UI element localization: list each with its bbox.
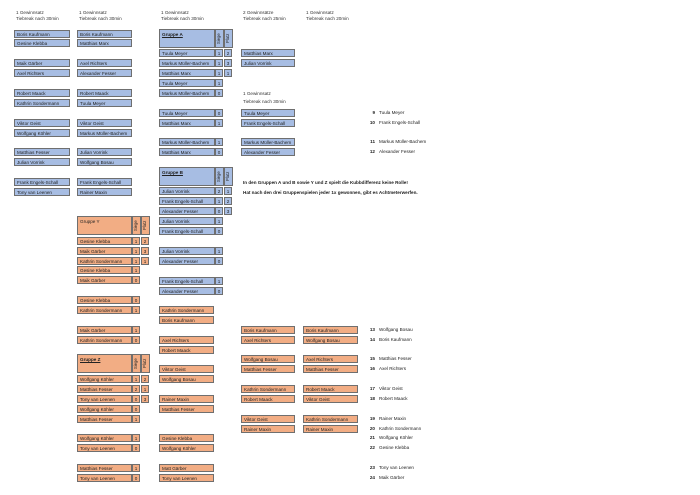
col4-orange-player: Boris Kaufmann	[241, 326, 295, 334]
group-y-title: Gruppe Y	[77, 216, 132, 235]
col4-orange-player: Kathrin Sondermann	[241, 385, 295, 393]
group-b-title: Gruppe B	[159, 167, 215, 186]
group-a-siege-header: Siege	[215, 29, 224, 48]
col3-orange-player: Rainer Maxin	[159, 395, 214, 403]
ranking-number: 20	[369, 426, 375, 431]
group-z-row-wins: 2	[132, 385, 140, 393]
group-y-match-player: Kathrin Sondermann	[77, 336, 132, 344]
group-z-row-name: Matthias Fesser	[77, 385, 132, 393]
group-b-row-place: 1	[224, 187, 232, 195]
col2-player: Alexander Fesser	[77, 69, 132, 77]
col4-orange-player: Viktor Geist	[241, 415, 295, 423]
col4-semi-player: Markus Müller-Bachem	[241, 138, 295, 146]
group-y-match-score: 0	[132, 276, 140, 284]
ranking-name: Kathrin Sondermann	[379, 426, 422, 431]
group-b-row-wins: 0	[215, 207, 223, 215]
col5-orange-player: Robert Maack	[303, 385, 358, 393]
group-z-row-name: Wolfgang Köhler	[77, 375, 132, 383]
col4-orange-player: Axel Richters	[241, 336, 295, 344]
col2-player: Axel Richters	[77, 59, 132, 67]
ranking-name: Boris Kaufmann	[379, 337, 412, 342]
group-z-siege-header: Siege	[132, 354, 141, 373]
col2-player: Matthias Marx	[77, 39, 132, 47]
col3-orange-player: Wolfgang Köhler	[159, 444, 214, 452]
col3-orange-player: Kathrin Sondermann	[159, 306, 214, 314]
group-y-match-player: Maik Gärber	[77, 326, 132, 334]
group-a-match-score: 0	[215, 89, 223, 97]
group-a-match-player: Matthias Marx	[159, 148, 215, 156]
col1-header-line1: 1 Gewinnsatz	[16, 10, 44, 15]
group-z-match-score: 1	[132, 464, 140, 472]
ranking-name: Gesine Klebba	[379, 445, 410, 450]
ranking-name: Robert Maack	[379, 396, 408, 401]
col3-orange-player: Wolfgang Bosau	[159, 375, 214, 383]
col5-orange-player: Kathrin Sondermann	[303, 415, 358, 423]
col3-orange-player: Gesine Klebba	[159, 434, 214, 442]
group-a-row-wins: 1	[215, 69, 223, 77]
group-y-match-score: 0	[132, 296, 140, 304]
col3-orange-player: Viktor Geist	[159, 365, 214, 373]
group-y-match-score: 1	[132, 306, 140, 314]
col1-player: Julian Vorrink	[14, 158, 70, 166]
mid-header	[243, 91, 286, 105]
ranking-number: 9	[372, 110, 375, 115]
group-b-match-player: Julian Vorrink	[159, 217, 215, 225]
group-b-row-place: 3	[224, 207, 232, 215]
group-y-row-name: Gesine Klebba	[77, 237, 132, 245]
group-b-siege-header: Siege	[215, 167, 224, 186]
col2-player: Frank Engels-Schall	[77, 178, 132, 186]
col1-player: Wolfgang Köhler	[14, 129, 70, 137]
group-a-row-wins: 1	[215, 59, 223, 67]
col3-orange-player: Matthias Fesser	[159, 405, 214, 413]
rule-note: In den Gruppen A und B sowie Y und Z spielt die Kubbdifferenz keine Rolle!	[243, 180, 408, 185]
group-z-match-player: Wolfgang Köhler	[77, 405, 132, 413]
group-b-row-name: Frank Engels-Schall	[159, 197, 215, 205]
group-b-match-player: Alexander Fesser	[159, 287, 215, 295]
col5-orange-player: Wolfgang Bosau	[303, 336, 358, 344]
col4-header	[243, 10, 286, 22]
col2-player: Tuula Meyer	[77, 99, 132, 107]
group-y-siege-header: Siege	[132, 216, 141, 235]
group-b-match-score: 1	[215, 247, 223, 255]
col1-player: Boris Kaufmann	[14, 30, 70, 38]
ranking-name: Axel Richters	[379, 366, 407, 371]
mid-header-line1: 1 Gewinnsatz	[243, 91, 271, 96]
col4-header-line1: 2 Gewinnsätze	[243, 10, 274, 15]
group-y-row-wins: 1	[132, 257, 140, 265]
col2-player: Markus Müller-Bachem	[77, 129, 132, 137]
ranking-name: Frank Engels-Schall	[379, 120, 421, 125]
col1-player: Robert Maack	[14, 89, 70, 97]
group-y-row-place: 3	[141, 247, 149, 255]
col3-orange-player: Axel Richters	[159, 336, 214, 344]
group-a-row-name: Markus Müller-Bachem	[159, 59, 215, 67]
group-b-match-score: 0	[215, 287, 223, 295]
ranking-number: 23	[369, 465, 375, 470]
group-a-row-name: Tuula Meyer	[159, 49, 215, 57]
col1-player: Matthias Fesser	[14, 148, 70, 156]
col1-player: Frank Engels-Schall	[14, 178, 70, 186]
group-z-row-place: 2	[141, 375, 149, 383]
group-z-match-player: Tony van Leenen	[77, 444, 132, 452]
group-a-row-place: 1	[224, 69, 232, 77]
col2-header-line2: Tiebreak nach 30min	[79, 16, 122, 21]
group-b-match-player: Frank Engels-Schall	[159, 227, 215, 235]
col3-orange-player: Tony van Leenen	[159, 474, 214, 482]
group-b-match-player: Frank Engels-Schall	[159, 277, 215, 285]
col2-player: Julian Vorrink	[77, 148, 132, 156]
col4-orange-player: Wolfgang Bosau	[241, 355, 295, 363]
group-z-match-player: Wolfgang Köhler	[77, 434, 132, 442]
group-b-row-wins: 1	[215, 197, 223, 205]
col2-player: Viktor Geist	[77, 119, 132, 127]
group-a-row-place: 3	[224, 59, 232, 67]
col2-header-line1: 1 Gewinnsatz	[79, 10, 107, 15]
ranking-number: 19	[369, 416, 375, 421]
col3-orange-player: Matt Gärber	[159, 464, 214, 472]
col1-player: Kathrin Sondermann	[14, 99, 70, 107]
ranking-name: Tony van Leenen	[379, 465, 414, 470]
ranking-name: Rainer Maxin	[379, 416, 407, 421]
ranking-number: 11	[370, 139, 375, 144]
group-a-row-wins: 1	[215, 49, 223, 57]
ranking-number: 21	[369, 435, 375, 440]
group-a-match-score: 1	[215, 119, 223, 127]
group-z-match-score: 0	[132, 474, 140, 482]
ranking-name: Maik Gärber	[379, 475, 405, 480]
ranking-number: 13	[369, 327, 375, 332]
col5-header-line1: 1 Gewinnsatz	[306, 10, 334, 15]
group-z-match-score: 0	[132, 444, 140, 452]
ranking-number: 18	[369, 396, 375, 401]
ranking-name: Tuula Meyer	[379, 110, 405, 115]
col1-header-line2: Tiebreak nach 30min	[16, 16, 59, 21]
group-y-match-player: Maik Gärber	[77, 276, 132, 284]
col1-player: Tony van Leenen	[14, 188, 70, 196]
group-z-match-player: Matthias Fesser	[77, 415, 132, 423]
col1-player: Gesine Klebba	[14, 39, 70, 47]
group-a-row-name: Matthias Marx	[159, 69, 215, 77]
col5-orange-player: Rainer Maxin	[303, 425, 358, 433]
col3-header	[161, 10, 204, 22]
group-y-row-name: Maik Gärber	[77, 247, 132, 255]
col2-header	[79, 10, 122, 22]
col4-semi-player: Frank Engels-Schall	[241, 119, 295, 127]
col2-player: Boris Kaufmann	[77, 30, 132, 38]
ranking-number: 14	[369, 337, 375, 342]
group-b-match-score: 0	[215, 257, 223, 265]
col5-header	[306, 10, 349, 22]
group-z-row-wins: 1	[132, 375, 140, 383]
group-a-match-player: Matthias Marx	[159, 119, 215, 127]
col4-orange-player: Rainer Maxin	[241, 425, 295, 433]
group-z-match-player: Matthias Fesser	[77, 464, 132, 472]
group-y-match-player: Kathrin Sondermann	[77, 306, 132, 314]
group-b-row-name: Alexander Fesser	[159, 207, 215, 215]
col4-orange-player: Robert Maack	[241, 395, 295, 403]
col4-semi-player: Tuula Meyer	[241, 109, 295, 117]
group-b-match-player: Julian Vorrink	[159, 247, 215, 255]
group-b-match-score: 1	[215, 217, 223, 225]
col4-blue-player: Matthias Marx	[241, 49, 295, 57]
col1-header	[16, 10, 59, 22]
col3-orange-player: Robert Maack	[159, 346, 214, 354]
ranking-name: Matthias Fesser	[379, 356, 412, 361]
col5-orange-player: Matthias Fesser	[303, 365, 358, 373]
group-y-row-wins: 1	[132, 237, 140, 245]
group-y-match-player: Gesine Klebba	[77, 296, 132, 304]
group-y-match-player: Gesine Klebba	[77, 266, 132, 274]
ranking-name: Wolfgang Köhler	[379, 435, 413, 440]
group-b-row-wins: 2	[215, 187, 223, 195]
col5-header-line2: Tiebreak nach 20min	[306, 16, 349, 21]
group-z-row-name: Tony van Leenen	[77, 395, 132, 403]
group-a-match-score: 0	[215, 109, 223, 117]
group-b-match-player: Alexander Fesser	[159, 257, 215, 265]
group-y-row-name: Kathrin Sondermann	[77, 257, 132, 265]
col1-player: Axel Richters	[14, 69, 70, 77]
group-a-match-player: Markus Müller-Bachem	[159, 138, 215, 146]
group-z-row-place: 1	[141, 385, 149, 393]
col1-player: Viktor Geist	[14, 119, 70, 127]
col4-blue-player: Julian Vorrink	[241, 59, 295, 67]
group-z-row-wins: 0	[132, 395, 140, 403]
col3-header-line2: Tiebreak nach 30min	[161, 16, 204, 21]
col2-player: Wolfgang Bosau	[77, 158, 132, 166]
col2-player: Robert Maack	[77, 89, 132, 97]
group-b-row-place: 2	[224, 197, 232, 205]
rule-note: Hat nach den drei Gruppenspielen jeder 1x gewonnen, gibt es Achtmeterwerfen.	[243, 190, 418, 195]
group-a-match-player: Tuula Meyer	[159, 109, 215, 117]
group-a-row-place: 2	[224, 49, 232, 57]
group-a-title: Gruppe A	[159, 29, 215, 48]
group-z-match-score: 1	[132, 434, 140, 442]
col4-header-line2: Tiebreak nach 25min	[243, 16, 286, 21]
group-a-match-score: 1	[215, 138, 223, 146]
group-z-title: Gruppe Z	[77, 354, 132, 373]
col4-semi-player: Alexander Fesser	[241, 148, 295, 156]
col5-orange-player: Viktor Geist	[303, 395, 358, 403]
col5-orange-player: Axel Richters	[303, 355, 358, 363]
group-b-match-score: 1	[215, 277, 223, 285]
group-a-platz-header: Platz	[224, 29, 233, 48]
col3-orange-player: Boris Kaufmann	[159, 316, 214, 324]
group-y-match-score: 1	[132, 326, 140, 334]
group-a-match-player: Markus Müller-Bachem	[159, 89, 215, 97]
ranking-number: 24	[369, 475, 375, 480]
group-b-platz-header: Platz	[224, 167, 233, 186]
ranking-number: 10	[369, 120, 375, 125]
ranking-number: 15	[369, 356, 375, 361]
group-z-platz-header: Platz	[141, 354, 150, 373]
ranking-name: Markus Müller-Bachem	[379, 139, 427, 144]
group-z-match-player: Tony van Leenen	[77, 474, 132, 482]
col4-orange-player: Matthias Fesser	[241, 365, 295, 373]
group-y-row-place: 2	[141, 237, 149, 245]
col5-orange-player: Boris Kaufmann	[303, 326, 358, 334]
group-a-match-player: Tuula Meyer	[159, 79, 215, 87]
group-b-match-score: 0	[215, 227, 223, 235]
mid-header-line2: Tiebreak nach 30min	[243, 99, 286, 104]
group-b-row-name: Julian Vorrink	[159, 187, 215, 195]
group-y-platz-header: Platz	[141, 216, 150, 235]
group-y-match-score: 0	[132, 336, 140, 344]
group-y-row-wins: 1	[132, 247, 140, 255]
group-z-row-place: 3	[141, 395, 149, 403]
ranking-number: 17	[369, 386, 375, 391]
group-y-match-score: 1	[132, 266, 140, 274]
col2-player: Rainer Maxin	[77, 188, 132, 196]
col1-player: Maik Gärber	[14, 59, 70, 67]
ranking-number: 12	[369, 149, 375, 154]
col3-header-line1: 1 Gewinnsatz	[161, 10, 189, 15]
ranking-number: 16	[369, 366, 375, 371]
ranking-name: Alexander Fesser	[379, 149, 416, 154]
group-a-match-score: 1	[215, 79, 223, 87]
ranking-name: Viktor Geist	[379, 386, 403, 391]
ranking-name: Wolfgang Bosau	[379, 327, 413, 332]
group-a-match-score: 0	[215, 148, 223, 156]
group-z-match-score: 0	[132, 405, 140, 413]
group-z-match-score: 1	[132, 415, 140, 423]
group-y-row-place: 1	[141, 257, 149, 265]
ranking-number: 22	[369, 445, 375, 450]
